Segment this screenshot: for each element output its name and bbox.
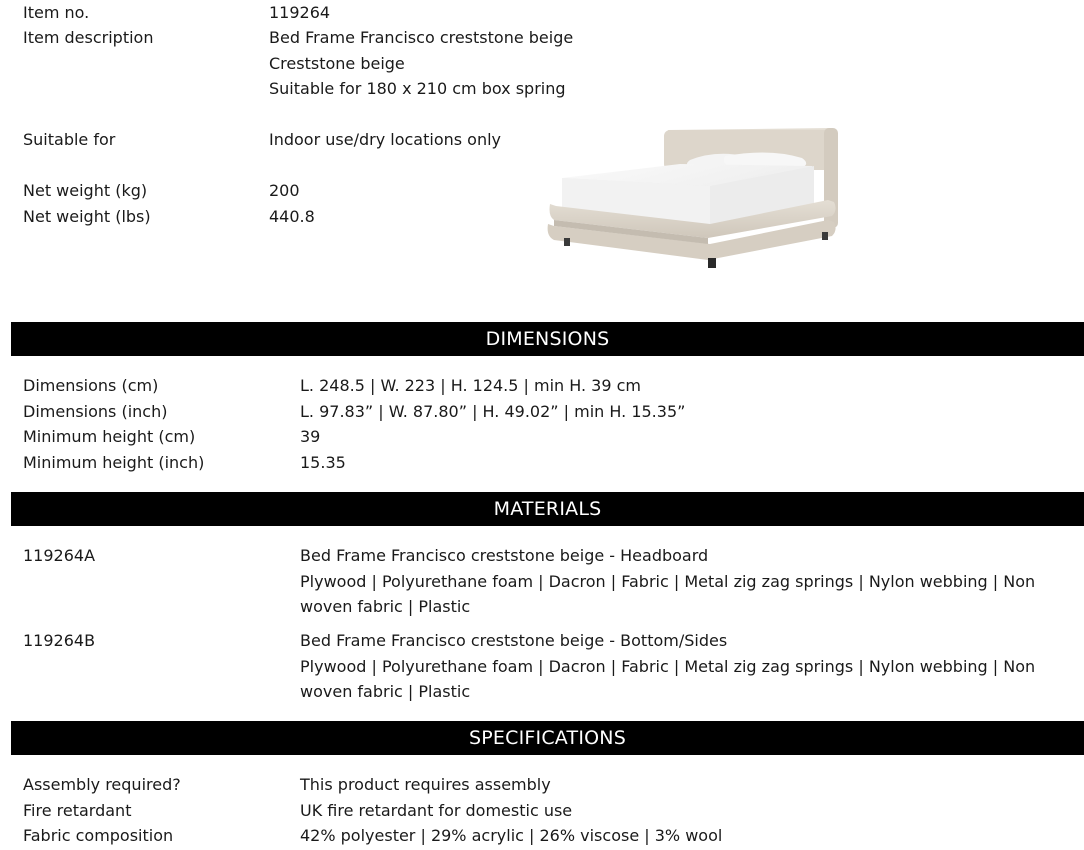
item-description-line-1: Bed Frame Francisco creststone beige (269, 28, 574, 47)
fabric-composition-value: 42% polyester | 29% acrylic | 26% viscose | 3% wool (300, 826, 723, 845)
material-code-b: 119264B (23, 631, 96, 650)
material-title-a: Bed Frame Francisco creststone beige - Headboard (300, 546, 709, 565)
suitable-for-label: Suitable for (23, 130, 116, 149)
bed-frame-product-photo (540, 120, 845, 275)
item-description-label: Item description (23, 28, 154, 47)
net-weight-lbs-label: Net weight (lbs) (23, 206, 151, 226)
specifications-heading: SPECIFICATIONS (11, 721, 1084, 755)
suitable-for-value: Indoor use/dry locations only (269, 130, 502, 149)
net-weight-kg-value: 200 (269, 181, 300, 200)
item-description-line-2: Creststone beige (269, 53, 405, 73)
dimensions-cm-value: L. 248.5 | W. 223 | H. 124.5 | min H. 39 cm (300, 376, 642, 395)
net-weight-kg-label: Net weight (kg) (23, 181, 148, 200)
min-height-cm-value: 39 (300, 427, 321, 446)
assembly-label: Assembly required? (23, 775, 181, 794)
dimensions-inch-value: L. 97.83” | W. 87.80” | H. 49.02” | min H. 15.35” (300, 401, 686, 421)
dimensions-heading: DIMENSIONS (11, 322, 1084, 356)
item-description-line-3: Suitable for 180 x 210 cm box spring (269, 79, 566, 98)
dimensions-inch-label: Dimensions (inch) (23, 401, 168, 421)
item-no-value: 119264 (269, 3, 331, 22)
min-height-inch-label: Minimum height (inch) (23, 452, 205, 472)
material-list-a: Plywood | Polyurethane foam | Dacron | Fabric | Metal zig zag springs | Nylon webbing | Non woven fabric | Plastic (300, 571, 1036, 616)
item-no-label: Item no. (23, 3, 90, 22)
fire-retardant-value: UK fire retardant for domestic use (300, 800, 573, 820)
assembly-value: This product requires assembly (300, 775, 551, 794)
dimensions-cm-label: Dimensions (cm) (23, 376, 159, 395)
materials-heading: MATERIALS (11, 492, 1084, 526)
fabric-composition-label: Fabric composition (23, 826, 174, 845)
net-weight-lbs-value: 440.8 (269, 206, 315, 226)
material-title-b: Bed Frame Francisco creststone beige - Bottom/Sides (300, 631, 728, 650)
min-height-cm-label: Minimum height (cm) (23, 427, 196, 446)
material-list-b: Plywood | Polyurethane foam | Dacron | Fabric | Metal zig zag springs | Nylon webbing | Non woven fabric | Plastic (300, 656, 1036, 701)
fire-retardant-label: Fire retardant (23, 800, 132, 820)
min-height-inch-value: 15.35 (300, 452, 346, 472)
material-code-a: 119264A (23, 546, 96, 565)
